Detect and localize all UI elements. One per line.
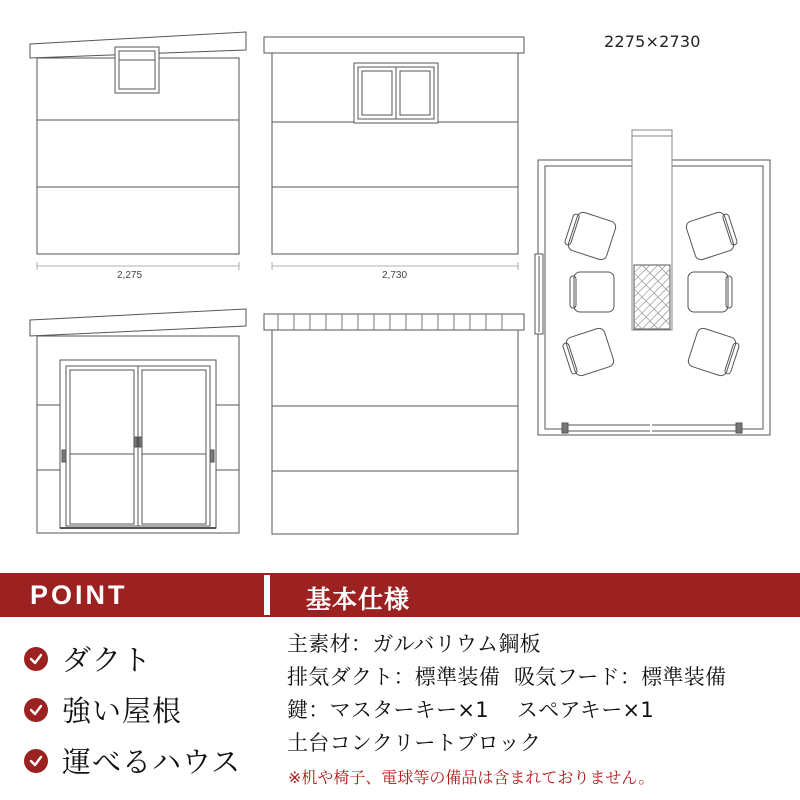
front-elevation-vent [30,32,246,254]
check-circle-icon [24,749,48,773]
point-item [24,740,241,781]
side-elevation-rear [264,314,524,534]
spec-line-foundation: 土台コンクリートブロック [287,731,542,755]
point-item [24,689,182,730]
point-heading: POINT [30,580,128,610]
point-item-label: ダクト [62,643,153,677]
spec-line-ventilation: 排気ダクト：標準装備 吸気フード：標準装備 [287,665,727,689]
point-item [24,638,152,679]
spec-line-keys: 鍵：マスターキー×1 スペアキー×1 [287,698,655,722]
spec-line-material: 主素材：ガルバリウム鋼板 [287,632,541,656]
side-elevation-window [264,37,524,254]
floor-plan [535,130,770,435]
spec-heading: 基本仕様 [306,585,411,614]
dimension-label-front: 2,275 [117,270,143,281]
spec-note: ※机や椅子、電球等の備品は含まれておりません。 [288,768,655,787]
size-label: 2275×2730 [604,32,701,51]
point-item-label: 運べるハウス [62,745,242,779]
front-elevation-doors [30,309,246,533]
dimension-label-side: 2,730 [382,270,408,281]
check-circle-icon [24,698,48,722]
check-circle-icon [24,647,48,671]
header-divider [264,575,270,615]
dimension-lines [37,262,518,270]
point-item-label: 強い屋根 [62,694,183,728]
